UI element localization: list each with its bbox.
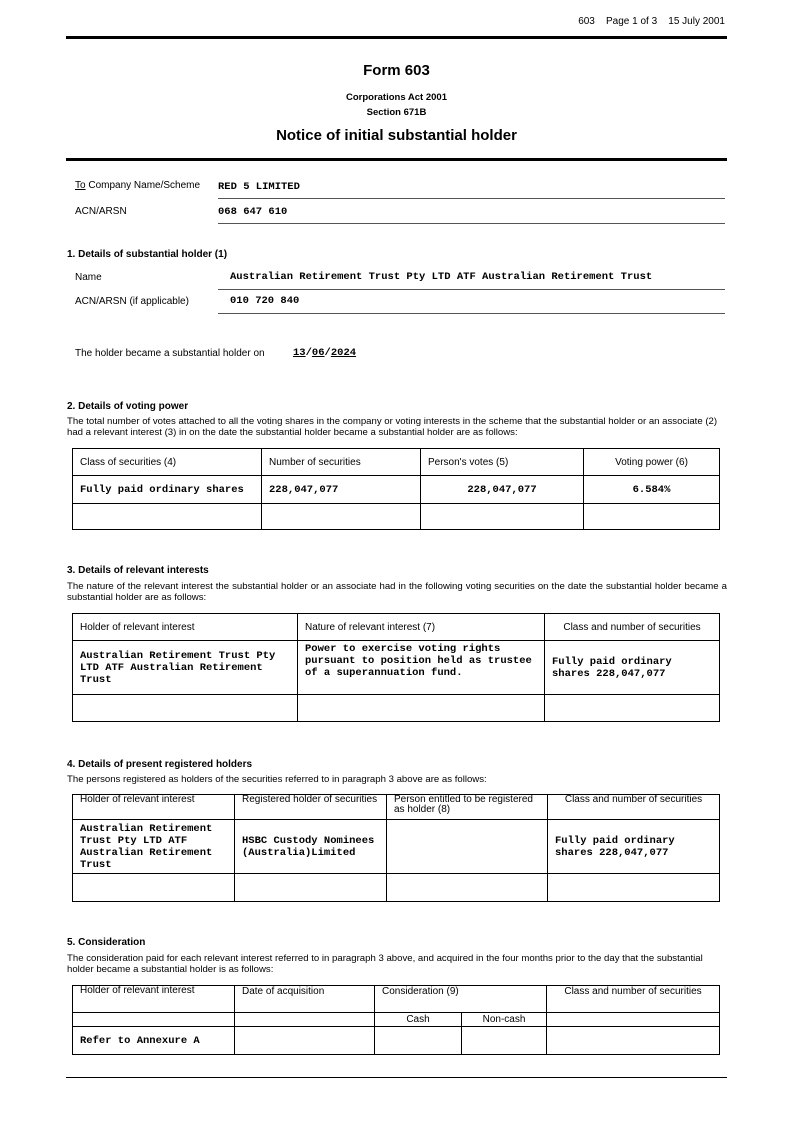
page-header bbox=[578, 16, 725, 27]
cell-holder: Australian Retirement Trust Pty LTD ATF Australian Retirement Trust bbox=[73, 641, 298, 695]
section-4-description: The persons registered as holders of the securities referred to in paragraph 3 above are as follows: bbox=[67, 774, 487, 785]
table-header-row bbox=[73, 614, 720, 641]
section-5-description: The consideration paid for each relevant interest referred to in paragraph 3 above, and acquired in the four months prior to the day that the substantial holder became a substantial holder is as follows: bbox=[67, 953, 703, 975]
to-label: To bbox=[75, 180, 86, 191]
voting-power-table bbox=[72, 448, 720, 530]
company-acn-line bbox=[218, 223, 725, 224]
cell-class: Fully paid ordinary shares 228,047,077 bbox=[545, 641, 720, 695]
page-info: Page 1 of 3 bbox=[606, 16, 658, 27]
col-cash: Cash bbox=[375, 1013, 462, 1027]
section-5-heading: 5. Consideration bbox=[67, 937, 146, 948]
table-row-empty bbox=[73, 504, 720, 530]
section-2-heading: 2. Details of voting power bbox=[67, 401, 189, 412]
col-nature: Nature of relevant interest (7) bbox=[298, 614, 545, 641]
cell-votes: 228,047,077 bbox=[421, 476, 584, 504]
date-day: 13 bbox=[293, 347, 306, 359]
col-power: Voting power (6) bbox=[584, 449, 720, 476]
holder-acn-line bbox=[218, 313, 725, 314]
company-name-label: To Company Name/Scheme bbox=[75, 180, 201, 191]
title-rule bbox=[66, 158, 727, 161]
col-non-cash: Non-cash bbox=[462, 1013, 547, 1027]
cell-class: Fully paid ordinary shares 228,047,077 bbox=[548, 820, 720, 874]
col-class: Class and number of securities bbox=[548, 795, 720, 820]
became-holder-label: The holder became a substantial holder on bbox=[75, 348, 265, 359]
col-class: Class and number of securities bbox=[547, 986, 720, 1013]
col-holder: Holder of relevant interest bbox=[73, 986, 235, 1013]
col-votes: Person's votes (5) bbox=[421, 449, 584, 476]
holder-name-value: Australian Retirement Trust Pty LTD ATF Australian Retirement Trust bbox=[230, 271, 653, 283]
col-entitled: Person entitled to be registered as holder (8) bbox=[387, 795, 548, 820]
table-header-row bbox=[73, 449, 720, 476]
table-row bbox=[73, 820, 720, 874]
table-row bbox=[73, 476, 720, 504]
col-holder: Holder of relevant interest bbox=[73, 795, 235, 820]
section-4-heading: 4. Details of present registered holders bbox=[67, 759, 253, 770]
notice-title: Notice of initial substantial holder bbox=[276, 127, 517, 144]
table-header-row bbox=[73, 795, 720, 820]
date-month: 06 bbox=[311, 347, 325, 359]
holder-name-line bbox=[218, 289, 725, 290]
col-date: Date of acquisition bbox=[235, 986, 375, 1013]
top-rule bbox=[66, 36, 727, 39]
company-acn-label: ACN/ARSN bbox=[75, 206, 127, 217]
header-date: 15 July 2001 bbox=[668, 16, 725, 27]
section-3-heading: 3. Details of relevant interests bbox=[67, 565, 209, 576]
registered-holders-table bbox=[72, 794, 720, 902]
table-row bbox=[73, 641, 720, 695]
section-title: Section 671B bbox=[366, 107, 427, 118]
cell-entitled bbox=[387, 820, 548, 874]
holder-name-label: Name bbox=[75, 272, 102, 283]
col-holder: Holder of relevant interest bbox=[73, 614, 298, 641]
cell-power: 6.584% bbox=[584, 476, 720, 504]
company-acn-value: 068 647 610 bbox=[218, 206, 288, 218]
holder-acn-value: 010 720 840 bbox=[230, 295, 300, 307]
cell-registered: HSBC Custody Nominees (Australia)Limited bbox=[235, 820, 387, 874]
table-subheader-row bbox=[73, 1013, 720, 1027]
form-title: Form 603 bbox=[363, 62, 430, 79]
became-holder-date: 13/06/2024 bbox=[293, 347, 357, 359]
table-row-empty bbox=[73, 695, 720, 722]
form-number: 603 bbox=[578, 16, 595, 27]
col-registered: Registered holder of securities bbox=[235, 795, 387, 820]
cell-number: 228,047,077 bbox=[262, 476, 421, 504]
consideration-table bbox=[72, 985, 720, 1055]
section-3-description: The nature of the relevant interest the substantial holder or an associate had in the following voting securities on the date the substantial holder became a substantial holder are as follows: bbox=[67, 581, 727, 603]
company-name-value: RED 5 LIMITED bbox=[218, 181, 300, 193]
col-consideration: Consideration (9) bbox=[375, 986, 547, 1013]
cell-class: Fully paid ordinary shares bbox=[73, 476, 262, 504]
holder-acn-label: ACN/ARSN (if applicable) bbox=[75, 296, 189, 307]
bottom-rule bbox=[66, 1077, 727, 1078]
act-title: Corporations Act 2001 bbox=[345, 92, 447, 103]
cell-holder: Australian Retirement Trust Pty LTD ATF Australian Retirement Trust bbox=[73, 820, 235, 874]
relevant-interests-table bbox=[72, 613, 720, 722]
section-2-description: The total number of votes attached to all the voting shares in the company or voting interests in the scheme that the substantial holder or an associate (2) had a relevant interest (3) in on the date the substantial holder became a substantial holder are as follows: bbox=[67, 416, 718, 438]
table-row bbox=[73, 1027, 720, 1055]
date-year: 2024 bbox=[330, 347, 357, 359]
company-name-line bbox=[218, 198, 725, 199]
section-1-heading: 1. Details of substantial holder (1) bbox=[67, 249, 228, 260]
cell-holder: Refer to Annexure A bbox=[73, 1027, 235, 1055]
cell-nature: Power to exercise voting rights pursuant to position held as trustee of a superannuation fund. bbox=[298, 641, 545, 695]
table-row-empty bbox=[73, 874, 720, 902]
table-header-row bbox=[73, 986, 720, 1013]
col-number: Number of securities bbox=[262, 449, 421, 476]
col-class: Class and number of securities bbox=[545, 614, 720, 641]
col-class: Class of securities (4) bbox=[73, 449, 262, 476]
